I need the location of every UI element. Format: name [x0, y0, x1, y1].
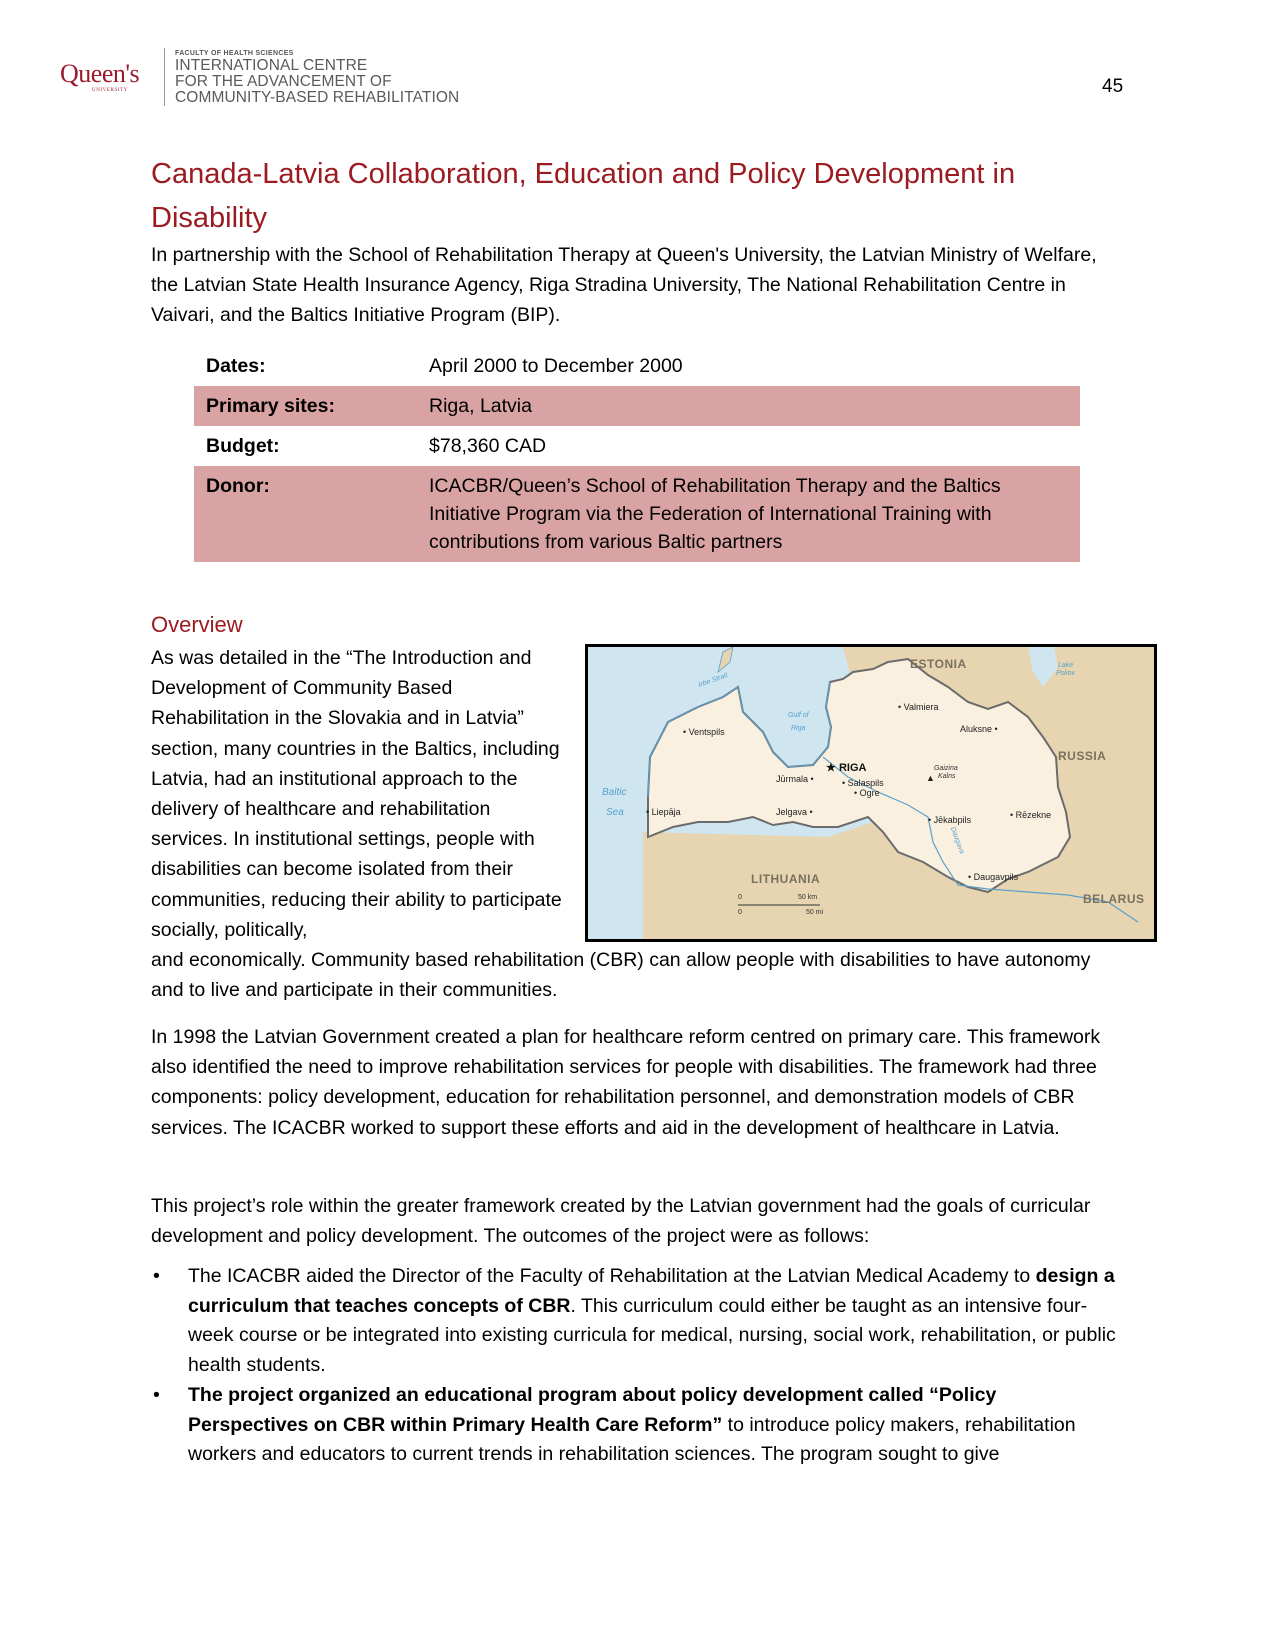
label-daugava-river: Daugava — [948, 826, 966, 855]
outcome-2-bold: The project organized an educational program about policy development called “Policy Perspectives on CBR within Primary Health Care Reform” — [188, 1383, 997, 1436]
page-header — [60, 46, 459, 108]
org-line-3: COMMUNITY-BASED REHABILITATION — [175, 88, 460, 106]
label-lithuania: LITHUANIA — [751, 872, 821, 886]
project-role-paragraph: This project’s role within the greater framework created by the Latvian government had the goals of curricular development and policy development. The outcomes of the project were as follows: — [151, 1195, 1091, 1248]
city-jurmala: Jūrmala • — [776, 774, 814, 784]
outcome-1-pre: The ICACBR aided the Director of the Faculty of Rehabilitation at the Latvian Medical Academy to — [188, 1265, 1036, 1287]
table-row-dates — [194, 346, 1080, 386]
overview-paragraph-continued: and economically. Community based rehabilitation (CBR) can allow people with disabilities to have autonomy and to live and participate in their communities. — [151, 949, 1091, 1002]
city-ogre: • Ogre — [854, 788, 880, 798]
city-valmiera: • Valmiera — [898, 702, 939, 712]
list-item — [151, 1262, 1121, 1381]
latvia-map — [585, 644, 1157, 942]
label-belarus: BELARUS — [1083, 892, 1145, 906]
label-irbe-strait: Irbe Strait — [697, 672, 729, 689]
org-name — [175, 49, 459, 106]
bullet-icon: • — [153, 1383, 160, 1406]
queens-logo — [60, 57, 156, 97]
primary-sites-label: Primary sites: — [194, 386, 417, 426]
org-line-2: FOR THE ADVANCEMENT OF — [175, 72, 392, 90]
star-icon: ★ — [826, 762, 836, 774]
city-ventspils: • Ventspils — [683, 727, 725, 737]
label-lake-pskov-1: Lake — [1058, 662, 1074, 669]
city-jekabpils: • Jēkabpils — [928, 815, 972, 825]
project-info-table — [194, 346, 1080, 562]
scale-50km: 50 km — [798, 894, 818, 901]
table-row-donor — [194, 466, 1080, 562]
bullet-icon: • — [153, 1265, 160, 1287]
header-divider — [164, 48, 165, 106]
donor-label: Donor: — [194, 466, 417, 562]
healthcare-reform-paragraph: In 1998 the Latvian Government created a plan for healthcare reform centred on primary care. This framework also identified the need to improve rehabilitation services for people with disabilities. The framework had three components: policy development, education for rehabilitation personnel, and demonstration models of CBR services. The ICACBR worked to support these efforts and aid in the development of healthcare in Latvia. — [151, 1026, 1101, 1139]
label-gulf-of-riga-1: Gulf of — [788, 712, 809, 719]
dates-label: Dates: — [206, 355, 266, 377]
logo-subtitle: UNIVERSITY — [92, 88, 128, 93]
list-item — [151, 1381, 1121, 1470]
label-peak-2: Kalns — [938, 773, 956, 780]
city-liepaja: • Liepāja — [646, 807, 681, 817]
budget-label: Budget: — [206, 435, 280, 457]
label-baltic-sea-1: Baltic — [602, 787, 627, 798]
overview-paragraph-wrapped: As was detailed in the “The Introduction and Development of Community Based Rehabilitation in the Slovakia and in Latvia” section, many countries in the Baltics, including Latvia, had an institutional approach to the delivery of healthcare and rehabilitation services. In institutional settings, people with disabilities can become isolated from their communities, reducing their ability to participate socially, politically, — [151, 647, 562, 941]
label-peak-1: Gaizina — [934, 765, 958, 772]
page-number: 45 — [1102, 76, 1124, 97]
outcome-1-post: . This curriculum could either be taught as an intensive four-week course or be integrated into existing curricula for medical, nursing, social work, rehabilitation, or public health students. — [188, 1294, 1116, 1377]
city-aluksne: Aluksne • — [960, 724, 998, 734]
org-line-1: INTERNATIONAL CENTRE — [175, 56, 368, 74]
label-russia: RUSSIA — [1058, 749, 1107, 763]
scale-50mi: 50 mi — [806, 909, 824, 916]
overview-heading: Overview — [151, 612, 243, 637]
mountain-peak-icon: ▲ — [926, 773, 935, 783]
donor-value: ICACBR/Queen’s School of Rehabilitation Therapy and the Baltics Initiative Program via the Federation of International Training with contributions from various Baltic partners — [417, 466, 1080, 562]
city-daugavpils: • Daugavpils — [968, 872, 1019, 882]
city-salaspils: • Salaspils — [842, 778, 884, 788]
scale-zero-mi: 0 — [738, 909, 742, 916]
outcomes-list — [151, 1262, 1121, 1470]
city-jelgava: Jelgava • — [776, 807, 813, 817]
label-gulf-of-riga-2: Riga — [791, 725, 806, 732]
page-title: Canada-Latvia Collaboration, Education and Policy Development in Disability — [151, 158, 1016, 234]
label-baltic-sea-2: Sea — [606, 807, 624, 818]
capital-riga: ★ RIGA — [826, 762, 867, 774]
city-rezekne: • Rēzekne — [1010, 810, 1052, 820]
scale-zero-km: 0 — [738, 894, 742, 901]
faculty-label: FACULTY OF HEALTH SCIENCES — [175, 49, 294, 57]
primary-sites-value: Riga, Latvia — [417, 386, 1080, 426]
dates-value: April 2000 to December 2000 — [429, 355, 683, 377]
budget-value: $78,360 CAD — [429, 435, 547, 457]
label-lake-pskov-2: Pskov — [1056, 670, 1076, 677]
table-row-budget — [194, 426, 1080, 466]
outcome-1-bold: design a curriculum that teaches concepts of CBR — [188, 1265, 1115, 1317]
label-estonia: ESTONIA — [910, 657, 967, 671]
table-row-primary-sites — [194, 386, 1080, 426]
outcome-2-post: to introduce policy makers, rehabilitation workers and educators to current trends in rehabilitation sciences. The program sought to give — [188, 1413, 1076, 1466]
logo-wordmark: Queen's — [60, 59, 140, 88]
partnership-intro: In partnership with the School of Rehabilitation Therapy at Queen's University, the Latvian Ministry of Welfare, the Latvian State Health Insurance Agency, Riga Stradina University, The National Rehabilitation Centre in Vaivari, and the Baltics Initiative Program (BIP). — [151, 244, 1097, 326]
